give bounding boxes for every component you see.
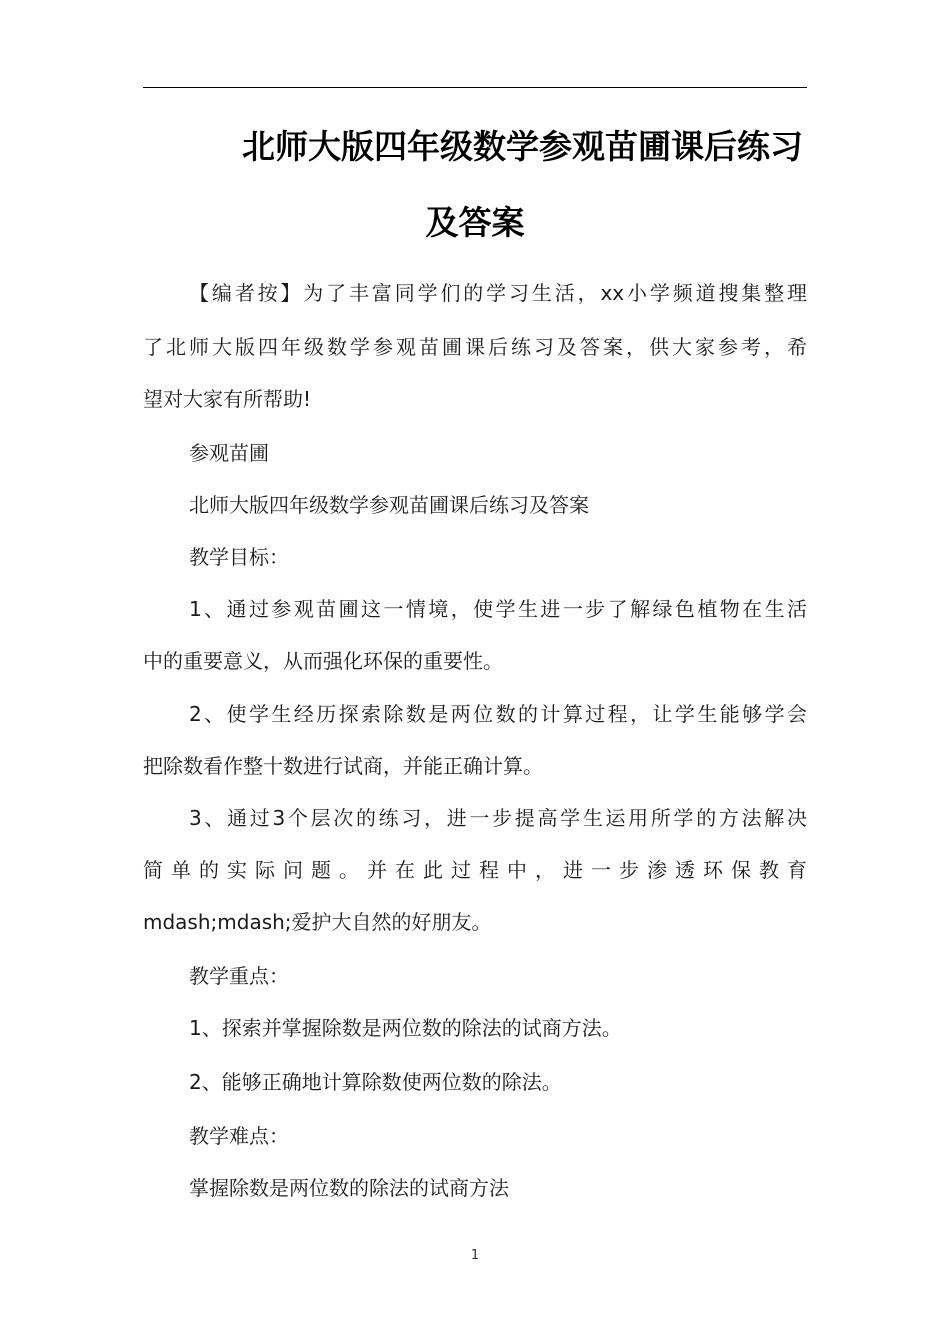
goal-3-line-2: 简单的实际问题。并在此过程中，进一步渗透环保教育 (143, 858, 807, 882)
intro-paragraph-line-2: 了北师大版四年级数学参观苗圃课后练习及答案，供大家参考，希 (143, 335, 807, 359)
intro-paragraph-line-3: 望对大家有所帮助! (143, 387, 312, 411)
key-point-1: 1、探索并掌握除数是两位数的除法的试商方法。 (189, 1016, 622, 1040)
goal-3-line-1: 3、通过3个层次的练习，进一步提高学生运用所学的方法解决 (189, 806, 807, 830)
document-title-line-1: 北师大版四年级数学参观苗圃课后练习 (242, 127, 803, 166)
goals-heading: 教学目标： (189, 545, 289, 569)
goal-1-line-1: 1、通过参观苗圃这一情境，使学生进一步了解绿色植物在生活 (189, 597, 807, 621)
goal-1-line-2: 中的重要意义，从而强化环保的重要性。 (143, 649, 503, 673)
goal-2-line-1: 2、使学生经历探索除数是两位数的计算过程，让学生能够学会 (189, 702, 807, 726)
title-repeat-line: 北师大版四年级数学参观苗圃课后练习及答案 (189, 493, 589, 517)
intro-paragraph-line-1: 【编者按】为了丰富同学们的学习生活，xx小学频道搜集整理 (189, 281, 807, 305)
difficulty-heading: 教学难点： (189, 1124, 289, 1148)
goal-2-line-2: 把除数看作整十数进行试商，并能正确计算。 (143, 754, 543, 778)
key-points-heading: 教学重点： (189, 964, 289, 988)
header-rule (143, 87, 807, 88)
document-title-line-2: 及答案 (425, 203, 525, 242)
section-subtitle: 参观苗圃 (189, 441, 269, 465)
goal-3-line-3: mdash;mdash;爱护大自然的好朋友。 (143, 910, 492, 934)
key-point-2: 2、能够正确地计算除数使两位数的除法。 (189, 1070, 562, 1094)
page-number: 1 (470, 1248, 480, 1263)
difficulty-1: 掌握除数是两位数的除法的试商方法 (189, 1176, 509, 1200)
